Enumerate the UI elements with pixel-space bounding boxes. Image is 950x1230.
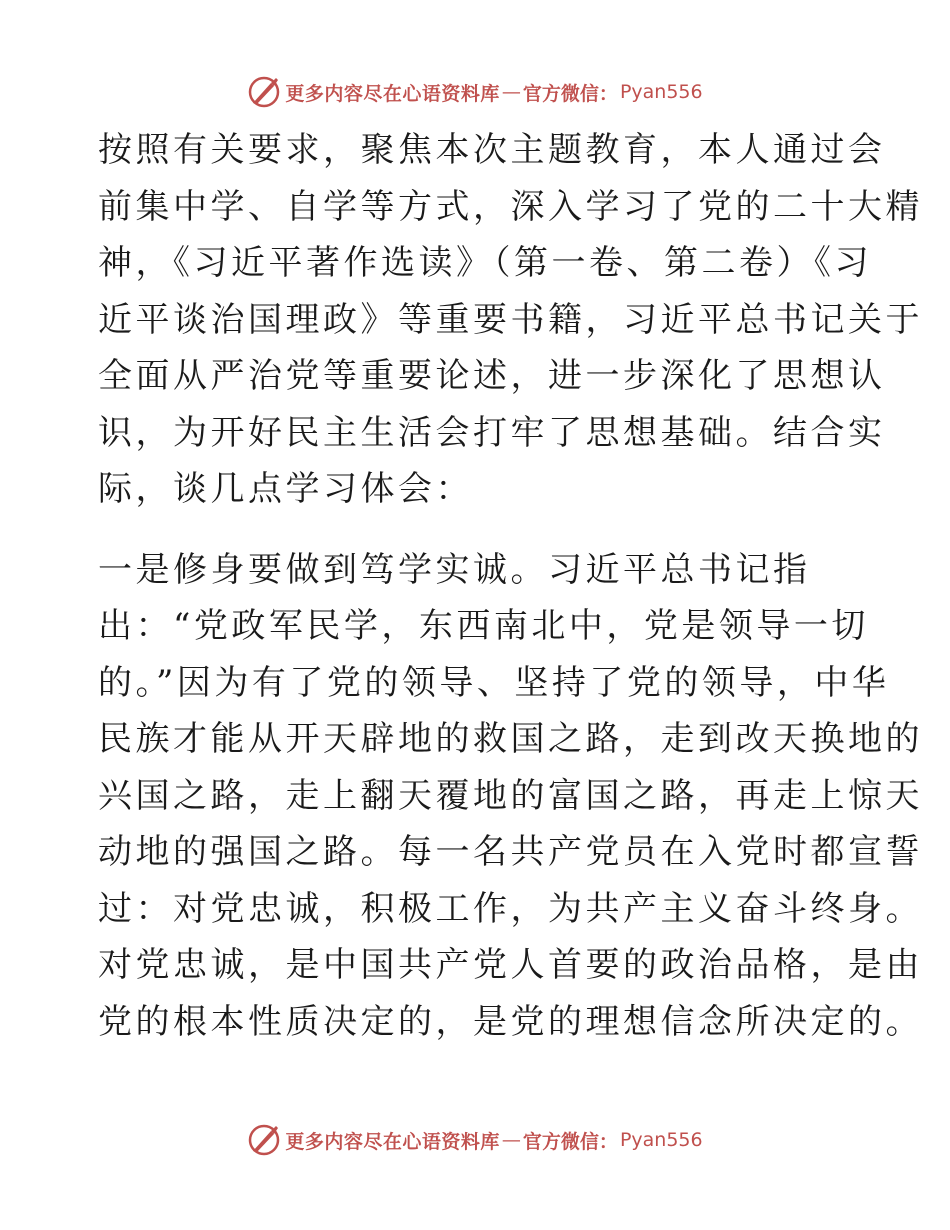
text-line: 民族才能从开天辟地的救国之路，走到改天换地的 [98, 719, 923, 759]
text-line: 党的根本性质决定的，是党的理想信念所决定的。 [98, 1001, 923, 1042]
footer-banner-wechat-label: 官方微信： [522, 1130, 618, 1153]
text-line: 出：“党政军民学，东西南北中，党是领导一切 [98, 606, 869, 646]
paragraph-gap [98, 518, 858, 542]
header-banner-wechat-id: Pyan556 [619, 81, 703, 103]
footer-banner [0, 1120, 950, 1160]
text-line: 全面从严治党等重要论述，进一步深化了思想认 [98, 356, 886, 396]
text-line: 对党忠诚，是中国共产党人首要的政治品格，是由 [98, 945, 923, 985]
header-banner [0, 72, 950, 112]
quill-logo-icon [247, 75, 281, 109]
header-banner-text: 更多内容尽在心语资料库 [285, 82, 500, 105]
text-line: 神，《习近平著作选读》（第一卷、第二卷）《习 [98, 243, 872, 283]
document-body [98, 122, 923, 1050]
quill-logo-icon [247, 1123, 281, 1157]
text-line: 按照有关要求，聚焦本次主题教育，本人通过会 [98, 130, 886, 170]
text-line: 动地的强国之路。每一名共产党员在入党时都宣誓 [98, 832, 923, 872]
text-line: 一是修身要做到笃学实诚。习近平总书记指 [98, 549, 811, 590]
text-line: 识，为开好民主生活会打牢了思想基础。结合实 [98, 412, 886, 453]
paragraph-point-one [98, 542, 923, 1051]
header-banner-wechat-label: 官方微信： [522, 82, 618, 105]
footer-banner-wechat-id: Pyan556 [619, 1129, 703, 1151]
text-line: 兴国之路，走上翻天覆地的富国之路，再走上惊天 [98, 775, 923, 816]
text-line: 过：对党忠诚，积极工作，为共产主义奋斗终身。 [98, 888, 923, 929]
text-line: 际，谈几点学习体会： [98, 469, 473, 509]
text-line: 前集中学、自学等方式，深入学习了党的二十大精 [98, 186, 923, 227]
footer-banner-dash: — [501, 1129, 521, 1151]
text-line: 的。”因为有了党的领导、坚持了党的领导，中华 [98, 662, 890, 703]
header-banner-dash: — [501, 81, 521, 103]
footer-banner-text: 更多内容尽在心语资料库 [285, 1130, 500, 1153]
text-line: 近平谈治国理政》等重要书籍，习近平总书记关于 [98, 299, 923, 340]
paragraph-intro [98, 122, 923, 518]
